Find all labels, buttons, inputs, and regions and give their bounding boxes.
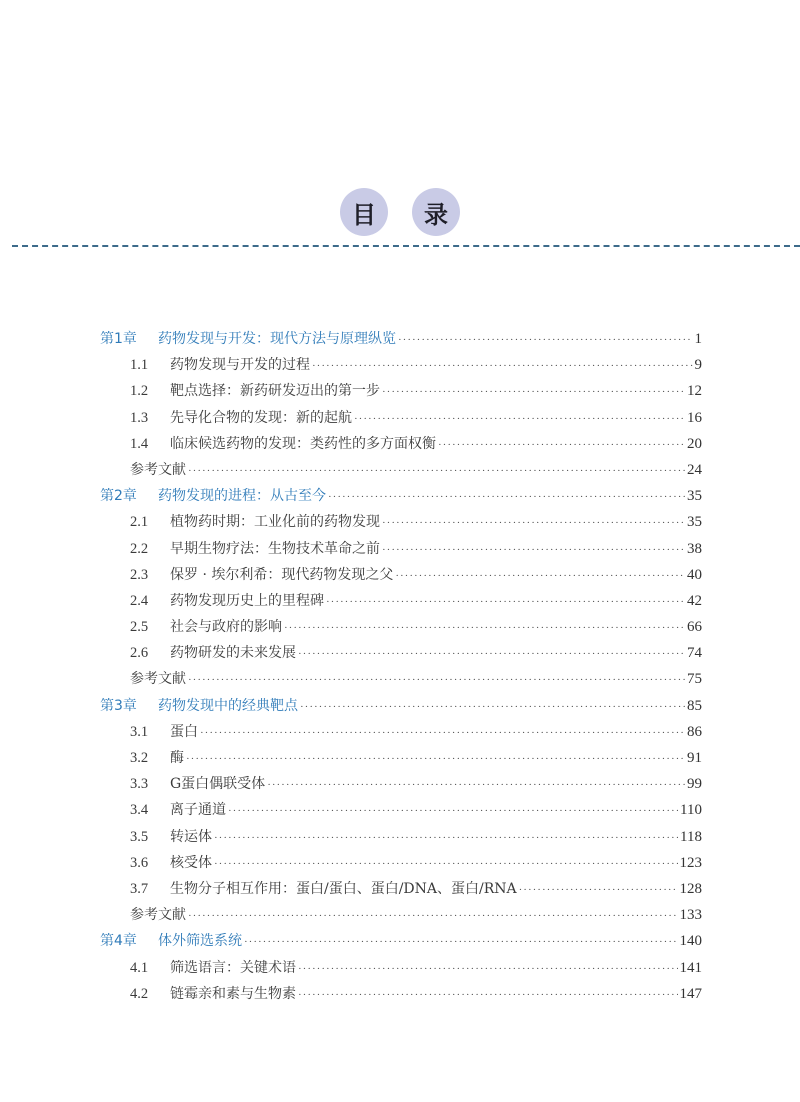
entry-number: 2.5 — [130, 619, 149, 636]
entry-number: 1.4 — [130, 435, 149, 452]
toc-section-entry[interactable] — [100, 955, 702, 981]
dot-leader — [300, 694, 685, 720]
entry-title: 生物分子相互作用：蛋白/蛋白、蛋白/DNA、蛋白/RNA — [170, 880, 517, 897]
page-number: 38 — [687, 540, 702, 557]
page-number: 66 — [687, 619, 702, 636]
entry-number: 2.3 — [130, 566, 149, 583]
dot-leader — [298, 956, 678, 982]
toc-section-entry[interactable] — [100, 981, 702, 1007]
page-number: 128 — [679, 880, 702, 897]
entry-number: 3.6 — [130, 854, 149, 871]
dot-leader — [354, 406, 685, 432]
page-number: 1 — [694, 331, 702, 347]
entry-number: 2.6 — [130, 645, 149, 662]
entry-title: 体外筛选系统 — [158, 933, 242, 950]
entry-number: 3.2 — [130, 750, 149, 766]
page-number: 99 — [687, 776, 702, 793]
entry-title: 药物发现与开发的过程 — [170, 357, 310, 374]
entry-number: 第1章 — [100, 331, 137, 347]
page-number: 147 — [679, 985, 702, 1002]
entry-title: 蛋白 — [170, 723, 198, 740]
entry-title: 核受体 — [170, 854, 212, 871]
entry-title: 靶点选择：新药研发迈出的第一步 — [170, 383, 380, 400]
toc-section-entry[interactable] — [100, 876, 702, 902]
entry-title: 药物研发的未来发展 — [170, 645, 296, 662]
entry-title: 植物药时期：工业化前的药物发现 — [170, 514, 380, 531]
entry-number: 2.4 — [130, 592, 149, 609]
entry-number: 2.1 — [130, 514, 149, 531]
page-number: 42 — [687, 592, 702, 609]
entry-title: 药物发现历史上的里程碑 — [170, 592, 324, 609]
entry-title: G蛋白偶联受体 — [170, 776, 266, 793]
page-number: 123 — [679, 854, 702, 871]
entry-title: 社会与政府的影响 — [170, 619, 282, 636]
dot-leader — [328, 484, 685, 510]
dot-leader — [382, 537, 685, 563]
page-number: 74 — [687, 645, 702, 662]
toc-section-entry[interactable] — [100, 614, 702, 640]
page-number: 133 — [679, 907, 702, 924]
toc-section-entry[interactable] — [100, 824, 702, 850]
toc-section-entry[interactable] — [100, 352, 702, 378]
entry-title: 链霉亲和素与生物素 — [170, 985, 296, 1002]
page-number: 35 — [687, 488, 702, 505]
toc-section-entry[interactable] — [100, 536, 702, 562]
page-number: 85 — [687, 697, 702, 714]
toc-chapter-entry[interactable] — [100, 693, 702, 719]
dot-leader — [382, 379, 685, 405]
entry-title: 转运体 — [170, 828, 212, 845]
dot-leader — [438, 432, 685, 458]
entry-number: 1.2 — [130, 383, 149, 400]
title-char-circle: 目 — [340, 188, 388, 236]
dot-leader — [395, 563, 685, 589]
page-number: 20 — [687, 435, 702, 452]
toc-chapter-entry[interactable] — [100, 928, 702, 954]
page-number: 12 — [687, 383, 702, 400]
entry-title: 保罗 · 埃尔利希：现代药物发现之父 — [170, 566, 394, 583]
entry-title: 酶 — [170, 750, 184, 766]
entry-number: 第4章 — [100, 933, 137, 950]
page-number: 141 — [679, 959, 702, 976]
toc-section-entry[interactable] — [100, 640, 702, 666]
toc-header — [0, 188, 800, 236]
entry-title: 离子通道 — [170, 802, 226, 819]
toc-section-entry[interactable] — [100, 719, 702, 745]
entry-title: 先导化合物的发现：新的起航 — [170, 409, 352, 426]
page-number: 140 — [679, 933, 702, 950]
page-number: 75 — [687, 671, 702, 688]
toc-section-entry[interactable] — [100, 431, 702, 457]
entry-number: 4.1 — [130, 959, 149, 976]
dot-leader — [326, 589, 685, 615]
toc-references-entry[interactable] — [100, 902, 702, 928]
dot-leader — [519, 877, 678, 903]
page-number: 16 — [687, 409, 702, 426]
entry-title: 筛选语言：关键术语 — [170, 959, 296, 976]
page-number: 9 — [694, 357, 702, 374]
entry-number: 3.5 — [130, 828, 149, 845]
page-number: 110 — [680, 802, 702, 819]
toc-section-entry[interactable] — [100, 562, 702, 588]
dot-leader — [312, 353, 693, 379]
toc-section-entry[interactable] — [100, 509, 702, 535]
dot-leader — [214, 851, 678, 877]
entry-title: 参考文献 — [130, 907, 186, 924]
dot-leader — [188, 903, 678, 929]
dot-leader — [267, 772, 685, 798]
dot-leader — [284, 615, 685, 641]
dot-leader — [298, 641, 685, 667]
table-of-contents — [100, 326, 702, 1007]
entry-number: 第2章 — [100, 488, 137, 505]
toc-section-entry[interactable] — [100, 405, 702, 431]
dot-leader — [244, 929, 678, 955]
entry-number: 3.7 — [130, 880, 149, 897]
page-number: 35 — [687, 514, 702, 531]
entry-title: 参考文献 — [130, 461, 186, 478]
toc-chapter-entry[interactable] — [100, 483, 702, 509]
entry-title: 药物发现的进程：从古至今 — [158, 488, 326, 505]
dot-leader — [228, 798, 678, 824]
toc-section-entry[interactable] — [100, 588, 702, 614]
entry-title: 参考文献 — [130, 671, 186, 688]
toc-section-entry[interactable] — [100, 378, 702, 404]
dashed-divider — [12, 245, 800, 247]
dot-leader — [186, 746, 685, 772]
toc-section-entry[interactable] — [100, 850, 702, 876]
page-number: 24 — [687, 461, 702, 478]
entry-number: 3.4 — [130, 802, 149, 819]
entry-number: 第3章 — [100, 697, 137, 714]
dot-leader — [188, 458, 685, 484]
toc-references-entry[interactable] — [100, 457, 702, 483]
dot-leader — [214, 825, 678, 851]
entry-title: 早期生物疗法：生物技术革命之前 — [170, 540, 380, 557]
page-number: 40 — [687, 566, 702, 583]
dot-leader — [298, 982, 678, 1008]
entry-title: 临床候选药物的发现：类药性的多方面权衡 — [170, 435, 436, 452]
toc-section-entry[interactable] — [100, 771, 702, 797]
entry-number: 2.2 — [130, 540, 149, 557]
title-char-circle: 录 — [412, 188, 460, 236]
toc-section-entry[interactable] — [100, 745, 702, 771]
dot-leader — [382, 510, 685, 536]
dot-leader — [188, 667, 685, 693]
toc-references-entry[interactable] — [100, 666, 702, 692]
page-number: 91 — [687, 750, 702, 766]
page-number: 86 — [687, 723, 702, 740]
entry-number: 3.3 — [130, 776, 149, 793]
entry-number: 1.3 — [130, 409, 149, 426]
toc-chapter-entry[interactable] — [100, 326, 702, 352]
entry-number: 3.1 — [130, 723, 149, 740]
dot-leader — [398, 327, 693, 353]
entry-number: 1.1 — [130, 357, 149, 374]
page-number: 118 — [680, 828, 702, 845]
entry-number: 4.2 — [130, 985, 149, 1002]
entry-title: 药物发现中的经典靶点 — [158, 697, 298, 714]
dot-leader — [200, 720, 685, 746]
toc-section-entry[interactable] — [100, 797, 702, 823]
entry-title: 药物发现与开发：现代方法与原理纵览 — [158, 331, 396, 347]
